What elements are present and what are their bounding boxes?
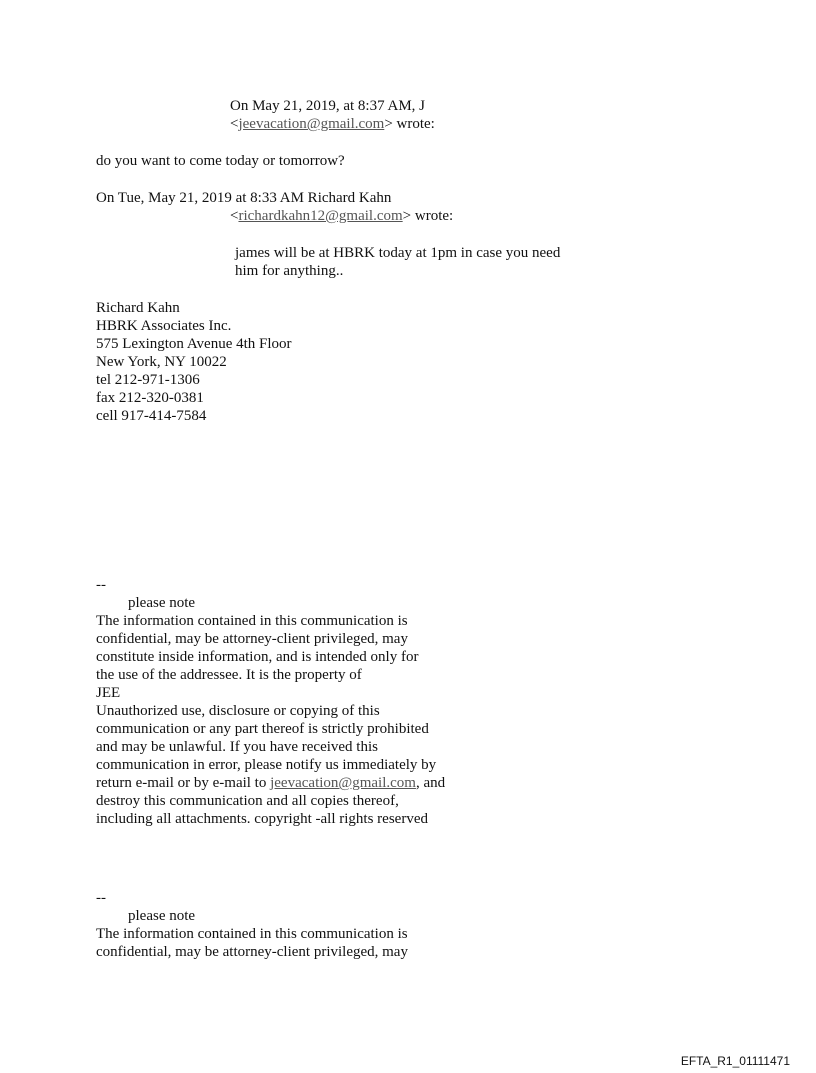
disclaimer2-line: confidential, may be attorney-client privileged, may xyxy=(96,944,408,960)
disclaimer-line: constitute inside information, and is intended only for xyxy=(96,649,419,665)
disclaimer-line: destroy this communication and all copies thereof, xyxy=(96,793,399,809)
disclaimer-line: Unauthorized use, disclosure or copying of this xyxy=(96,703,380,719)
wrote-text: > wrote: xyxy=(384,116,435,132)
signature-address: 575 Lexington Avenue 4th Floor xyxy=(96,336,292,352)
disclaimer-line: The information contained in this communication is xyxy=(96,613,408,629)
disclaimer-line: JEE xyxy=(96,685,121,701)
disclaimer-email-prefix: return e-mail or by e-mail to xyxy=(96,775,271,791)
disclaimer-email-suffix: , and xyxy=(415,775,446,791)
disclaimer2-line: The information contained in this communication is xyxy=(96,926,408,942)
disclaimer-line: including all attachments. copyright -all rights reserved xyxy=(96,811,428,827)
quote-header-email-line xyxy=(230,115,435,133)
disclaimer-line: communication in error, please notify us immediately by xyxy=(96,757,437,773)
disclaimer-line: communication or any part thereof is strictly prohibited xyxy=(96,721,429,737)
disclaimer2-heading: please note xyxy=(128,908,196,924)
wrote-text: > wrote: xyxy=(402,208,454,224)
disclaimer-line: confidential, may be attorney-client privileged, may xyxy=(96,631,408,647)
signature-city: New York, NY 10022 xyxy=(96,354,227,370)
email-link-richardkahn[interactable]: richardkahn12@gmail.com xyxy=(238,208,403,224)
document-id: EFTA_R1_01111471 xyxy=(680,1054,790,1068)
inner-message-line-1: james will be at HBRK today at 1pm in case you need xyxy=(235,245,561,261)
disclaimer-heading: please note xyxy=(128,595,196,611)
quote2-header-line: On Tue, May 21, 2019 at 8:33 AM Richard Kahn xyxy=(96,190,392,206)
bracket-open: < xyxy=(230,116,239,132)
email-link-jeevacation[interactable]: jeevacation@gmail.com xyxy=(238,116,385,132)
signature-tel: tel 212-971-1306 xyxy=(96,372,200,388)
quote2-header-email-line xyxy=(230,207,453,225)
disclaimer-email-line xyxy=(96,774,445,792)
disclaimer2-separator: -- xyxy=(96,890,106,906)
email-link-jeevacation[interactable]: jeevacation@gmail.com xyxy=(270,775,416,791)
signature-name: Richard Kahn xyxy=(96,300,180,316)
reply-text: do you want to come today or tomorrow? xyxy=(96,153,345,169)
inner-message-line-2: him for anything.. xyxy=(235,263,344,279)
disclaimer-line: and may be unlawful. If you have received this xyxy=(96,739,378,755)
disclaimer-line: the use of the addressee. It is the property of xyxy=(96,667,362,683)
signature-company: HBRK Associates Inc. xyxy=(96,318,232,334)
signature-cell: cell 917-414-7584 xyxy=(96,408,207,424)
disclaimer-separator: -- xyxy=(96,577,106,593)
bracket-open: < xyxy=(230,208,239,224)
quote-header-line: On May 21, 2019, at 8:37 AM, J xyxy=(230,98,425,114)
signature-fax: fax 212-320-0381 xyxy=(96,390,204,406)
